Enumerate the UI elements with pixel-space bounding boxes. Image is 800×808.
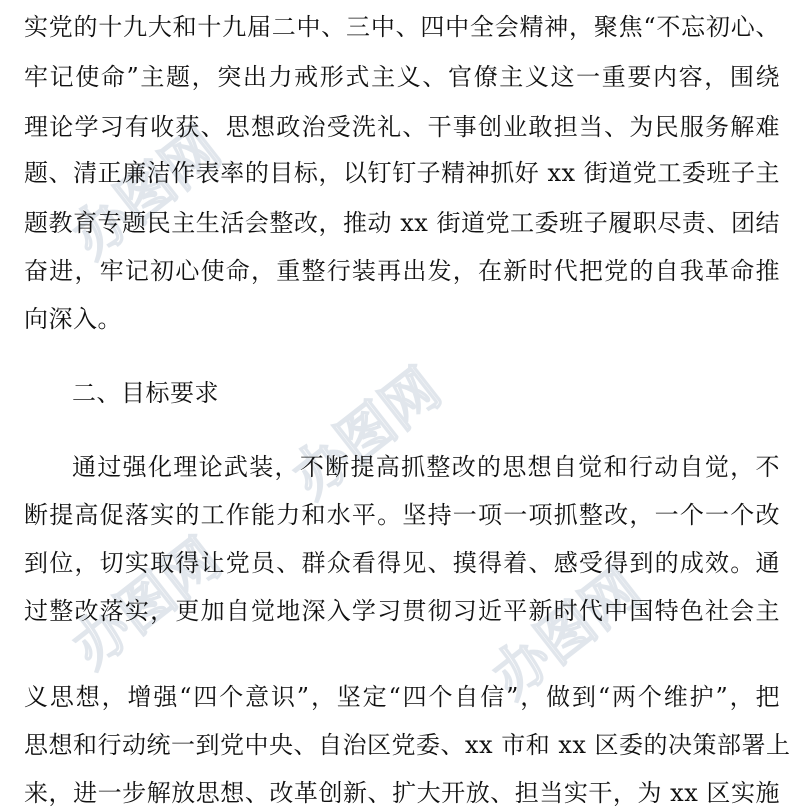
paragraph-1-line: 实党的十九大和十九届二中、三中、四中全会精神，聚焦“不忘初心、 <box>24 13 780 41</box>
paragraph-1-line: 向深入。 <box>24 305 122 333</box>
paragraph-3-line: 来，进一步解放思想、改革创新、扩大开放、担当实干，为 xx 区实施 <box>24 779 780 807</box>
watermark: 办图网 <box>60 526 233 681</box>
paragraph-3-line: 义思想，增强“四个意识”，坚定“四个自信”，做到“两个维护”，把 <box>24 683 780 711</box>
section-heading: 二、目标要求 <box>72 379 219 407</box>
paragraph-1-line: 题、清正廉洁作表率的目标，以钉钉子精神抓好 xx 街道党工委班子主 <box>24 159 780 187</box>
paragraph-2-line: 断提高促落实的工作能力和水平。坚持一项一项抓整改，一个一个改 <box>24 501 780 529</box>
paragraph-1-line: 理论学习有收获、思想政治受洗礼、干事创业敢担当、为民服务解难 <box>24 113 780 141</box>
watermark: 办图网 <box>280 356 453 511</box>
paragraph-2-line: 过整改落实，更加自觉地深入学习贯彻习近平新时代中国特色社会主 <box>24 597 780 625</box>
paragraph-1-line: 奋进，牢记初心使命，重整行装再出发，在新时代把党的自我革命推 <box>24 257 780 285</box>
paragraph-1-line: 牢记使命”主题，突出力戒形式主义、官僚主义这一重要内容，围绕 <box>24 63 780 91</box>
watermark: 办图网 <box>60 116 233 271</box>
paragraph-2-line: 通过强化理论武装，不断提高抓整改的思想自觉和行动自觉，不 <box>72 453 780 481</box>
watermark: 办图网 <box>480 556 653 711</box>
paragraph-3-line: 思想和行动统一到党中央、自治区党委、xx 市和 xx 区委的决策部署上 <box>24 731 791 759</box>
paragraph-2-line: 到位，切实取得让党员、群众看得见、摸得着、感受得到的成效。通 <box>24 549 780 577</box>
paragraph-1-line: 题教育专题民主生活会整改，推动 xx 街道党工委班子履职尽责、团结 <box>24 209 780 237</box>
